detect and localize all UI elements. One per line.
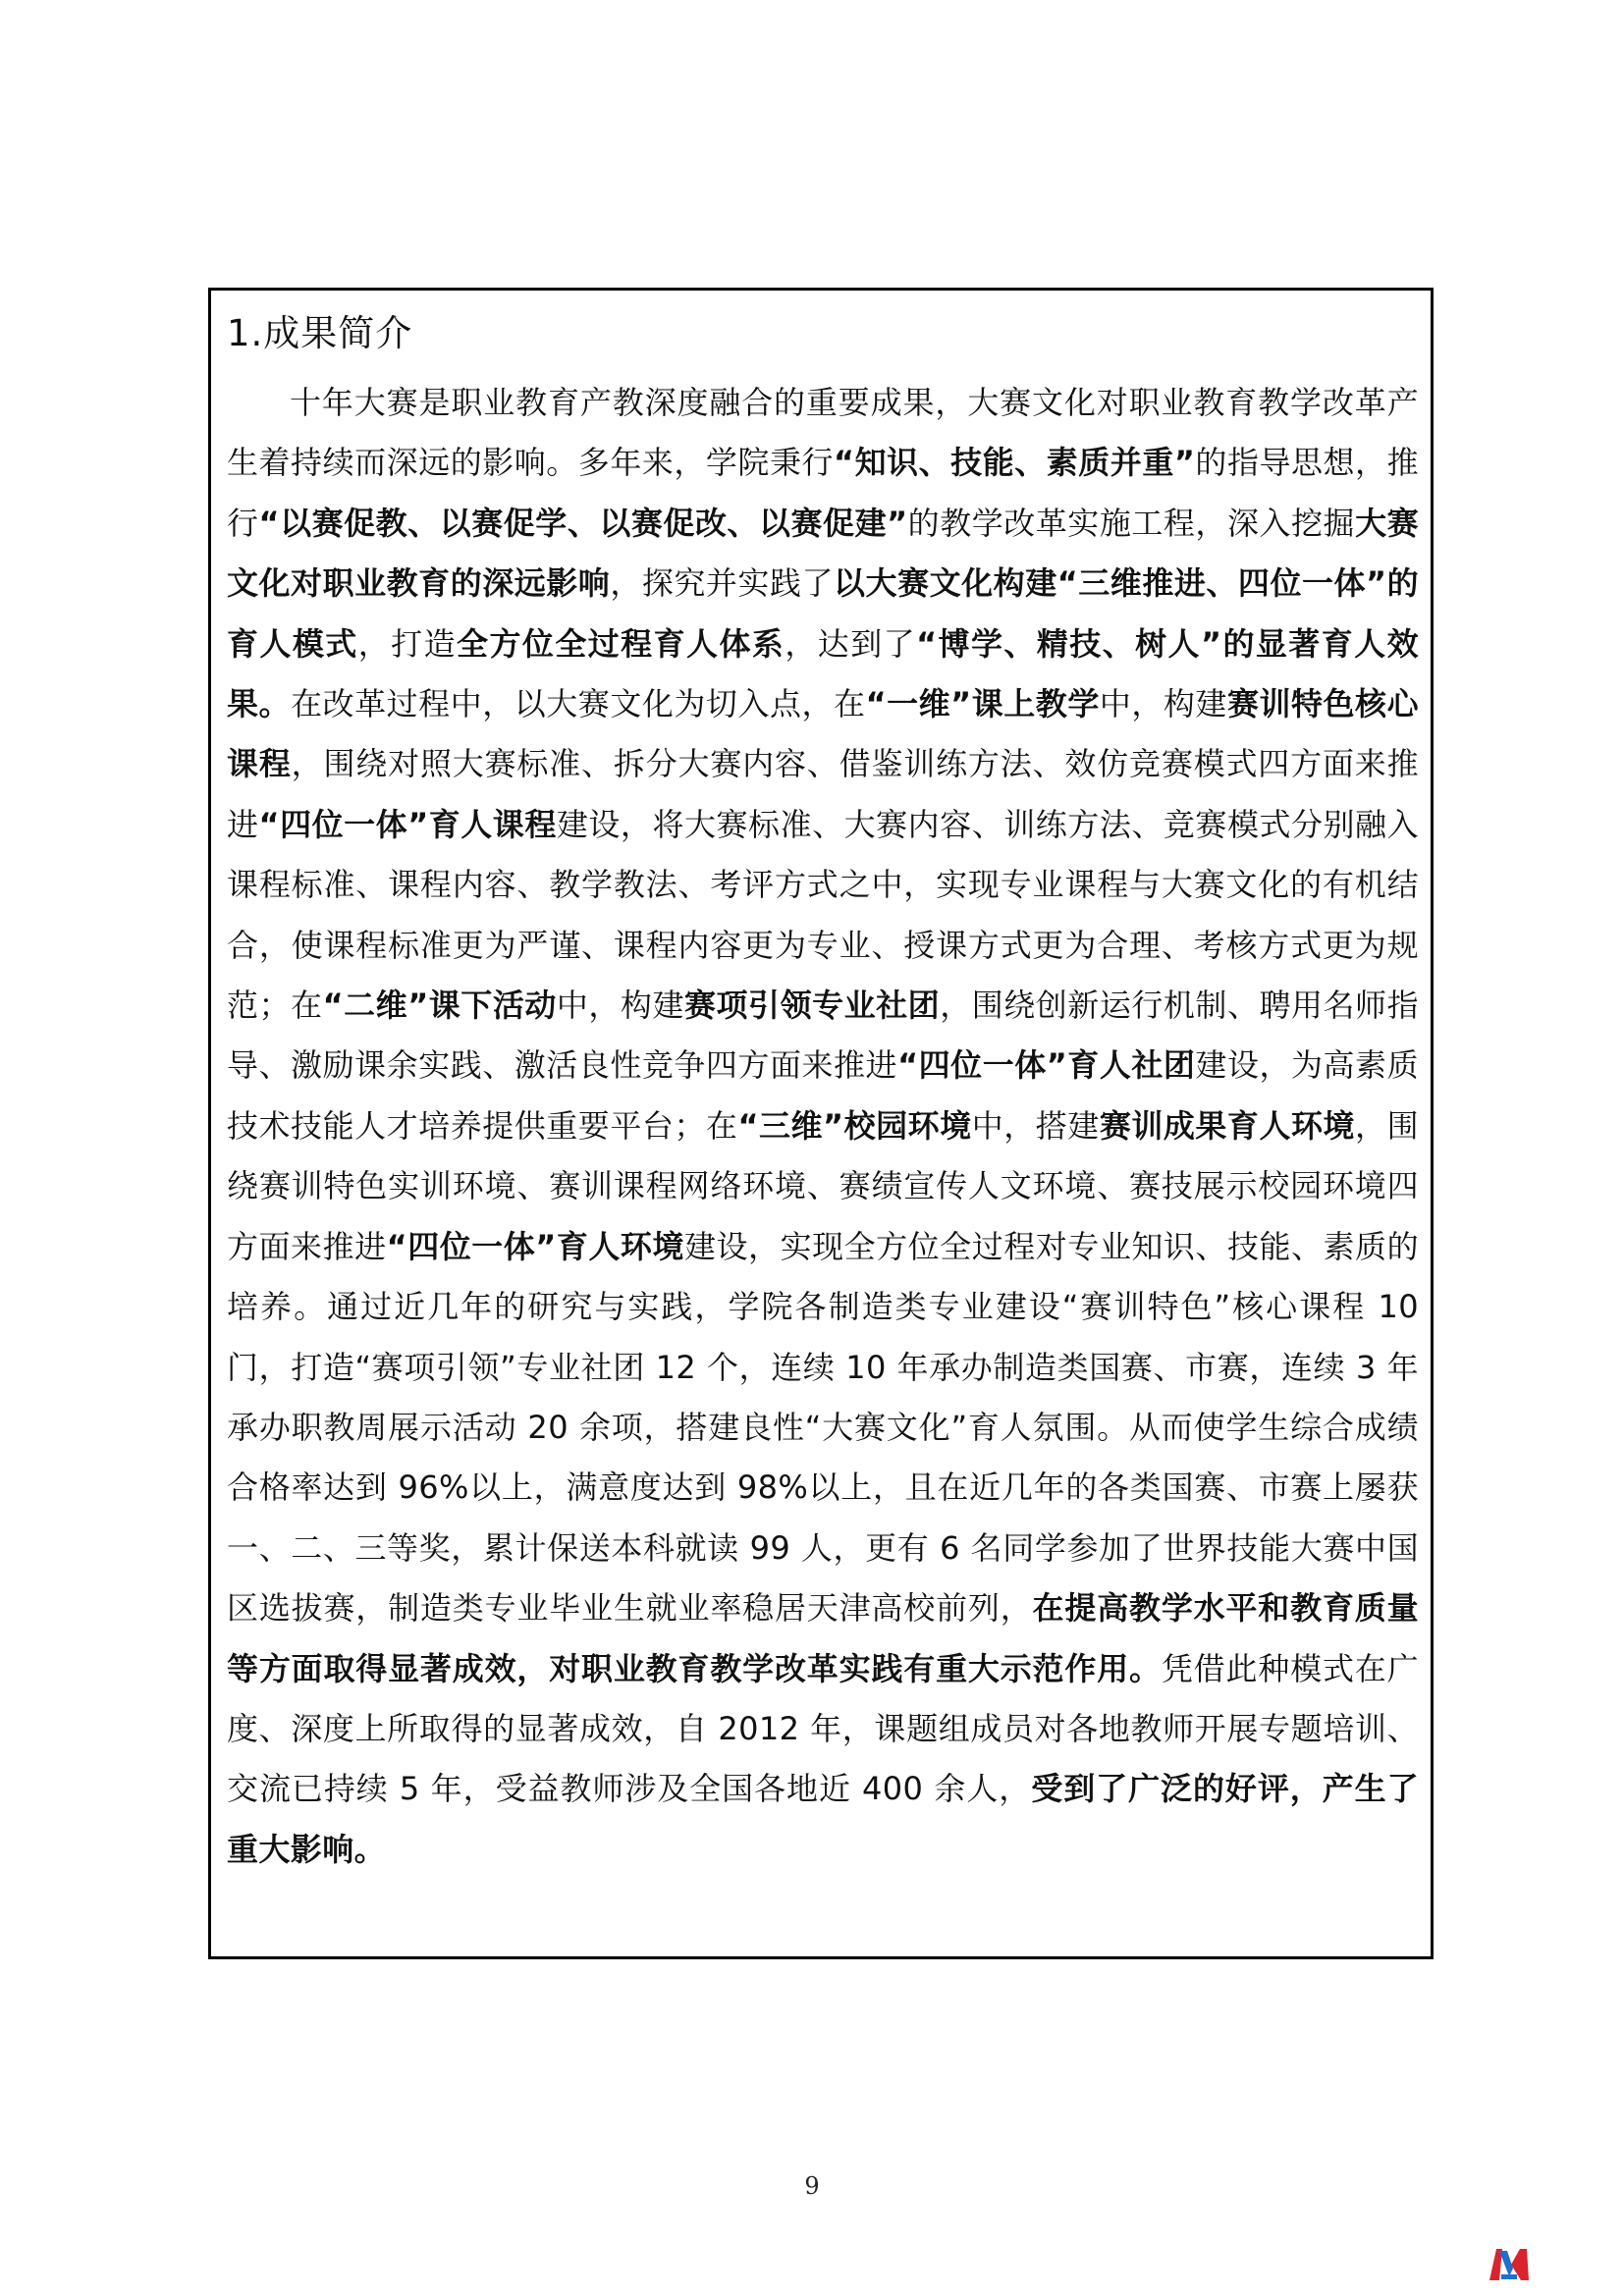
- text-run: 十年大赛是职业教育产教深度融合的重要成果，大赛文化对职业教育教学改革产生着持续而深远的影响。多年来，学院秉行: [227, 384, 1419, 482]
- bold-run: 大赛文化对职业教育的深远影响: [227, 504, 1419, 603]
- bold-run: “四位一体”育人社团: [897, 1046, 1196, 1085]
- text-run: 中，构建: [556, 987, 684, 1025]
- text-run: 的指导思想，推行: [227, 444, 1419, 542]
- text-run: ，围绕创新运行机制、聘用名师指导、激励课余实践、激活良性竞争四方面来推进: [227, 987, 1419, 1085]
- bold-run: 赛项引领专业社团: [683, 987, 941, 1025]
- text-run: 在改革过程中，以大赛文化为切入点，在: [291, 685, 866, 723]
- bold-run: 在提高教学水平和教育质量等方面取得显著成效，对职业教育教学改革实践有重大示范作用。: [227, 1589, 1419, 1687]
- bold-run: “四位一体”育人课程: [258, 805, 557, 843]
- logo-left-stroke: [1489, 2249, 1502, 2280]
- m-logo-icon: [1488, 2245, 1531, 2282]
- text-run: 中，构建: [1099, 685, 1227, 723]
- text-run: 建设，将大赛标准、大赛内容、训练方法、竞赛模式分别融入课程标准、课程内容、教学教法、考评方式之中，实现专业课程与大赛文化的有机结合，使课程标准更为严谨、课程内容更为专业、授课方式更为合理、考核方式更为规范；在: [227, 805, 1419, 1025]
- content-frame: [208, 288, 1434, 1959]
- bold-run: “博学、精技、树人”的显著育人效果。: [227, 624, 1419, 723]
- bold-run: 赛训特色核心课程: [227, 685, 1419, 783]
- bold-run: “三维”校园环境: [737, 1106, 972, 1145]
- bold-run: “四位一体”育人环境: [386, 1227, 684, 1265]
- text-run: ，围绕赛训特色实训环境、赛训课程网络环境、赛绩宣传人文环境、赛技展示校园环境四方面来推进: [227, 1106, 1419, 1265]
- bold-run: 以大赛文化构建“三维推进、四位一体”的育人模式: [227, 564, 1419, 663]
- bold-run: 受到了广泛的好评，产生了重大影响。: [227, 1770, 1419, 1868]
- body-paragraph: [227, 373, 1419, 1880]
- logo-middle-stroke: [1499, 2251, 1513, 2276]
- text-run: 凭借此种模式在广度、深度上所取得的显著成效，自 2012 年，课题组成员对各地教师开展专题培训、交流已持续 5 年，受益教师涉及全国各地近 400 余人，: [227, 1649, 1419, 1808]
- bold-run: 全方位全过程育人体系: [457, 624, 785, 663]
- bold-run: “以赛促教、以赛促学、以赛促改、以赛促建”: [258, 504, 908, 542]
- logo-base-bar: [1501, 2274, 1517, 2279]
- text-run: 中，搭建: [971, 1106, 1100, 1145]
- bold-run: “知识、技能、素质并重”: [834, 444, 1196, 482]
- bold-run: 赛训成果育人环境: [1099, 1106, 1356, 1145]
- text-run: 的教学改革实施工程，深入挖掘: [907, 504, 1356, 542]
- bold-run: “二维”课下活动: [322, 987, 557, 1025]
- bold-run: “一维”课上教学: [865, 685, 1100, 723]
- text-run: ，打造: [357, 624, 458, 663]
- text-run: 建设，为高素质技术技能人才培养提供重要平台；在: [227, 1046, 1419, 1145]
- text-run: 建设，实现全方位全过程对专业知识、技能、素质的培养。通过近几年的研究与实践，学院各制造类专业建设“赛训特色”核心课程 10 门，打造“赛项引领”专业社团 12 个，连续 10 年承办制造类国赛、市赛，连续 3 年承办职教周展示活动 20 余项，搭建良性“大赛文化”育人氛围。从而使学生综合成绩合格率达到 96%以上，满意度达到 98%以上，且在近几年的各类国赛、市赛上屡获一、二、三等奖，累计保送本科就读 99 人，更有 6 名同学参加了世界技能大赛中国区选拔赛，制造类专业毕业生就业率稳居天津高校前列，: [227, 1227, 1419, 1628]
- text-run: ，围绕对照大赛标准、拆分大赛内容、借鉴训练方法、效仿竞赛模式四方面来推进: [227, 745, 1419, 843]
- page-number: 9: [804, 2172, 820, 2200]
- text-run: ，达到了: [785, 624, 917, 663]
- section-title: 1.成果简介: [227, 312, 413, 354]
- text-run: ，探究并实践了: [610, 564, 835, 603]
